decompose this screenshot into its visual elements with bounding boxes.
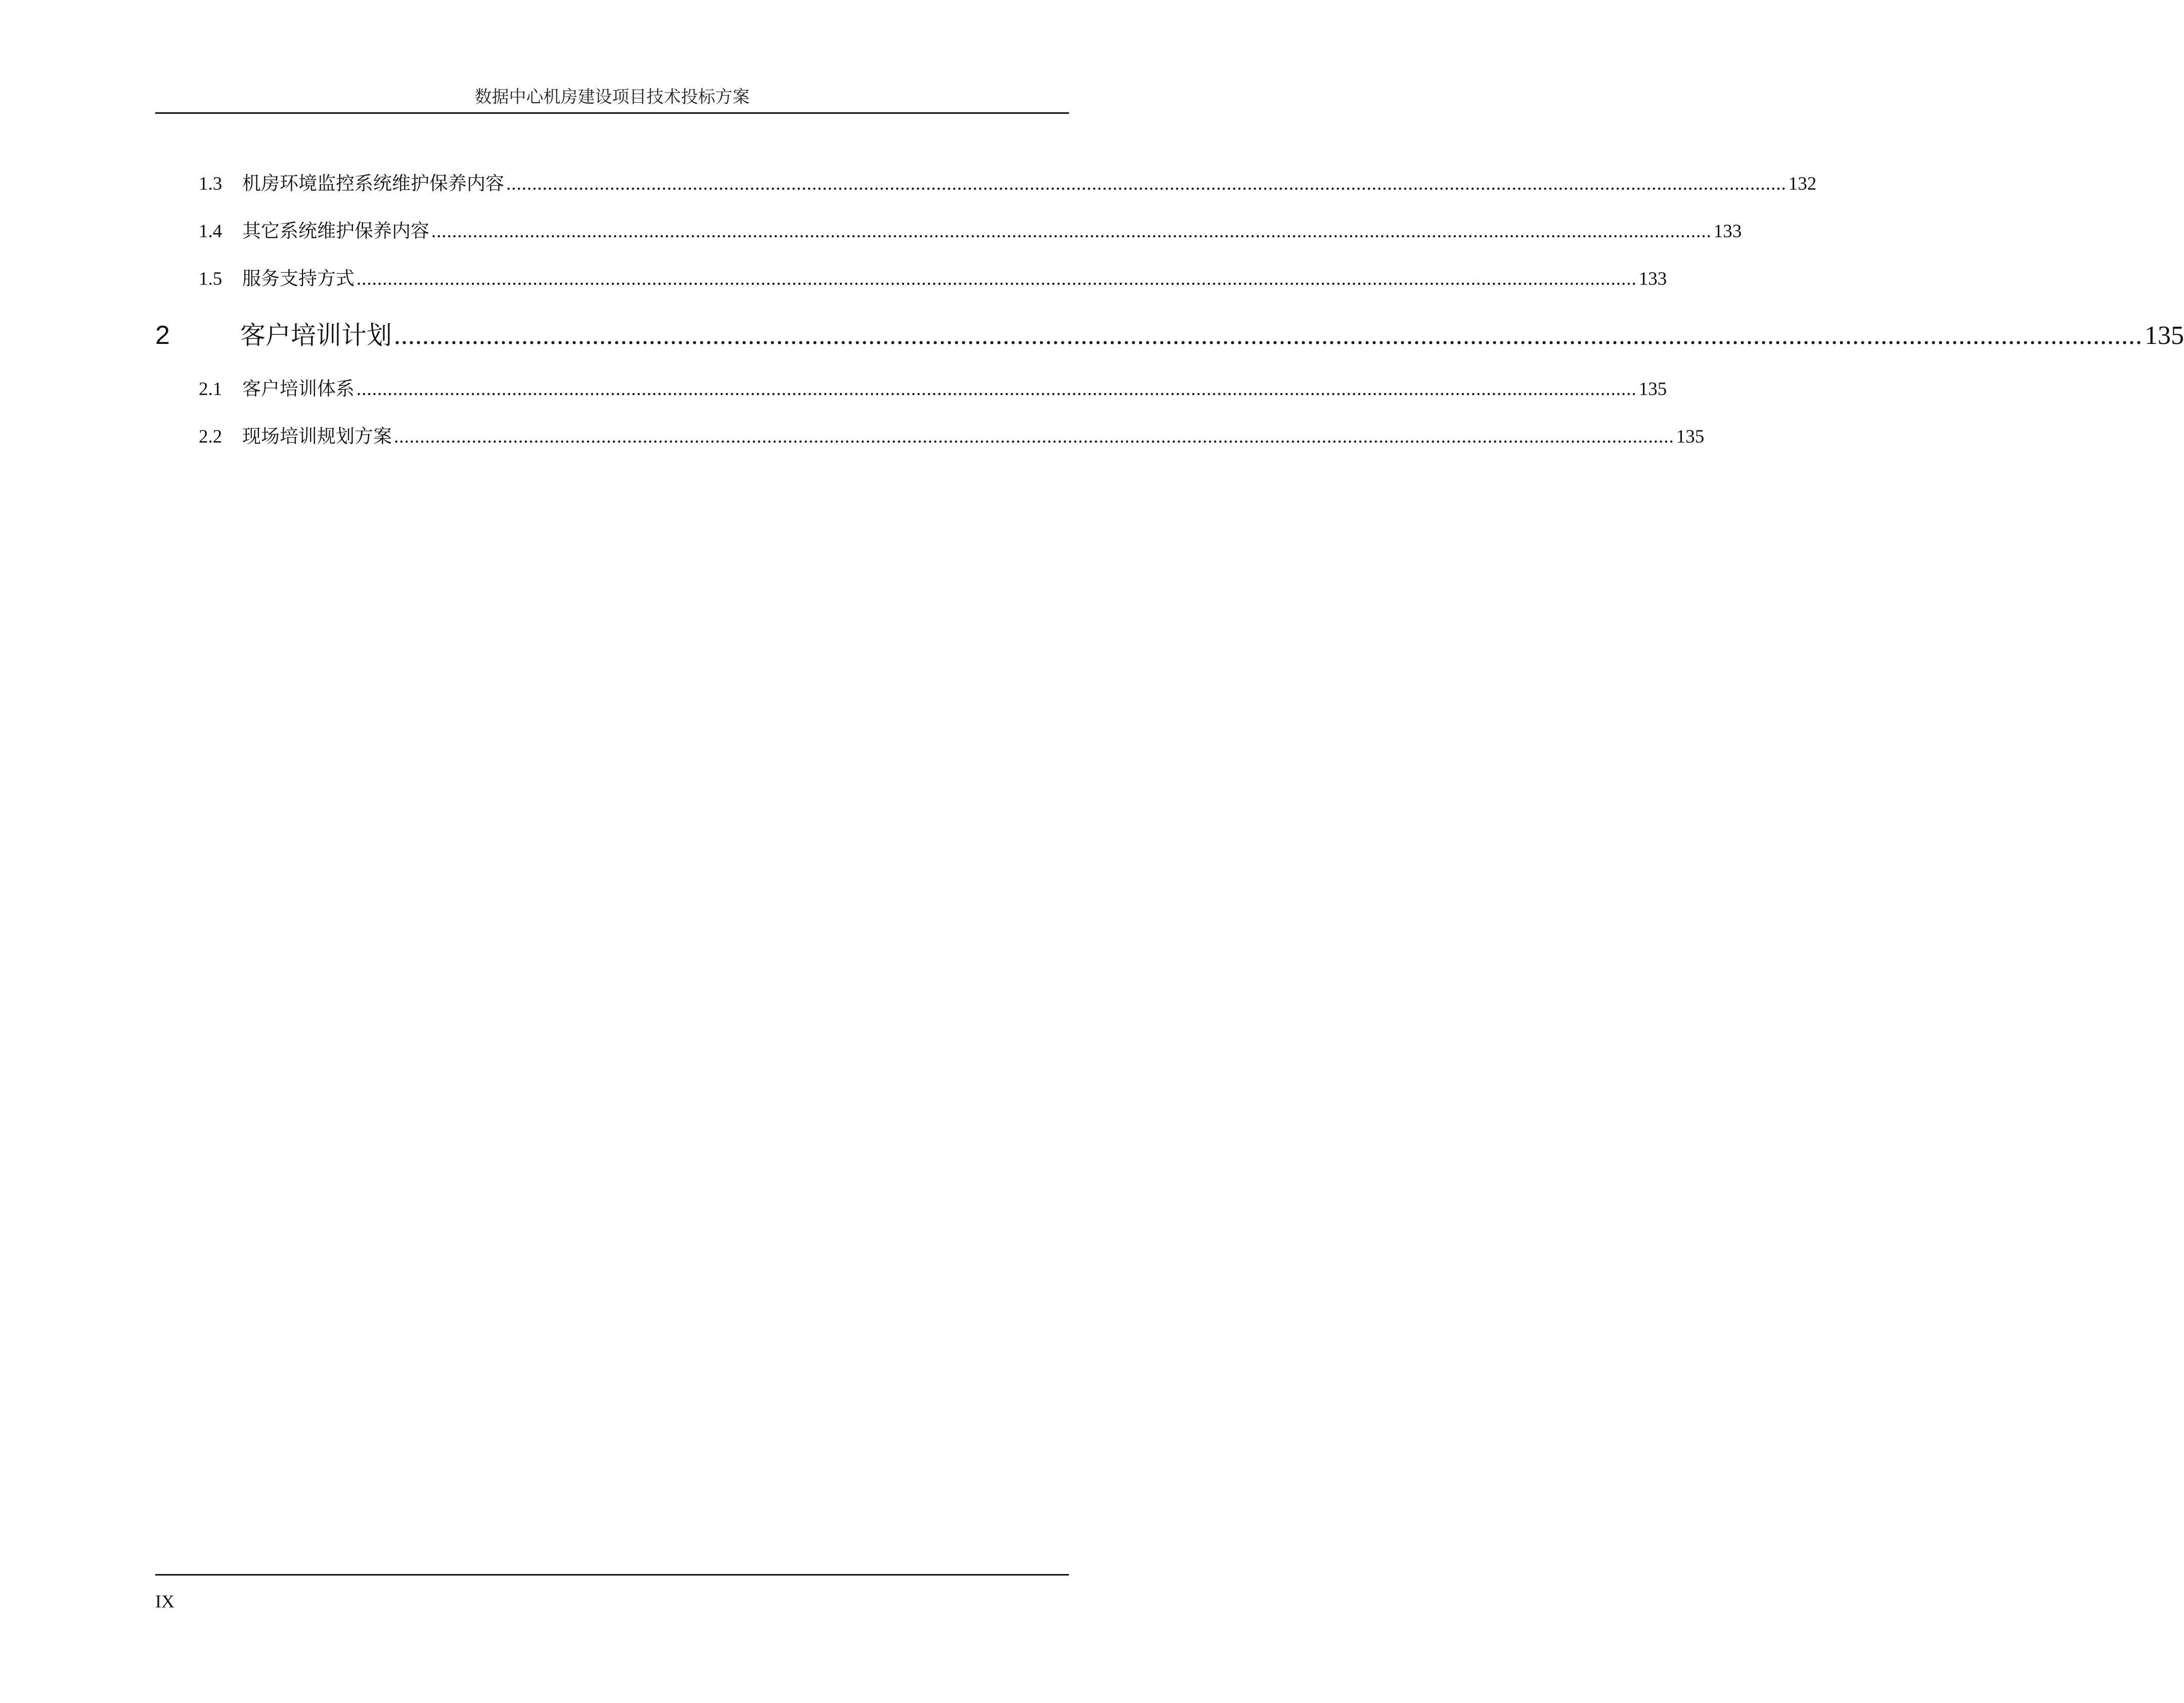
toc-entry-page: 135 [1638,379,1667,400]
toc-entry-page: 135 [2145,321,2184,350]
toc-entry-number: 1.5 [199,269,222,289]
toc-entry-number: 2 [155,321,170,350]
toc-entry-number: 2.1 [199,379,222,400]
toc-entry-title: 其它系统维护保养内容 [242,220,429,242]
footer-page-number: IX [155,1591,174,1611]
toc-dot-leader: ....................................................................................................................................................................................................................................................... [431,221,1712,242]
toc-entry-2-2[interactable] [155,425,1705,449]
toc-entry-2[interactable] [155,320,2184,352]
toc-entry-1-4[interactable] [155,220,1742,243]
toc-entry-page: 135 [1676,426,1705,447]
toc-entry-1-5[interactable] [155,267,1667,291]
toc-entry-page: 132 [1788,173,1817,194]
toc-entry-title: 客户培训计划 [240,321,392,350]
toc-entry-title: 机房环境监控系统维护保养内容 [242,172,504,194]
toc-entry-1-3[interactable] [155,172,1817,196]
toc-entry-number: 1.4 [199,221,222,242]
toc-dot-leader: ....................................................................................................................................................................................................................................................... [506,173,1787,194]
toc-dot-leader: ....................................................................................................................................................................................................................................................... [356,379,1637,400]
toc-entry-title: 现场培训规划方案 [242,425,392,447]
page-header [155,85,1069,114]
toc-dot-leader: ....................................................................................................................................................................................................................................................... [394,426,1674,447]
toc-entry-page: 133 [1638,269,1667,289]
toc-entry-number: 1.3 [199,173,222,194]
toc-entry-2-1[interactable] [155,377,1667,401]
footer-divider [155,1574,1069,1576]
toc-entry-page: 133 [1713,221,1742,242]
toc-entry-title: 客户培训体系 [242,378,354,400]
document-title: 数据中心机房建设项目技术投标方案 [474,87,750,107]
toc-entry-number: 2.2 [199,426,222,447]
toc-entry-title: 服务支持方式 [242,268,354,289]
toc-dot-leader: ....................................................................................................................................................................................................................................................... [394,321,2143,350]
toc-dot-leader: ....................................................................................................................................................................................................................................................... [356,269,1637,289]
